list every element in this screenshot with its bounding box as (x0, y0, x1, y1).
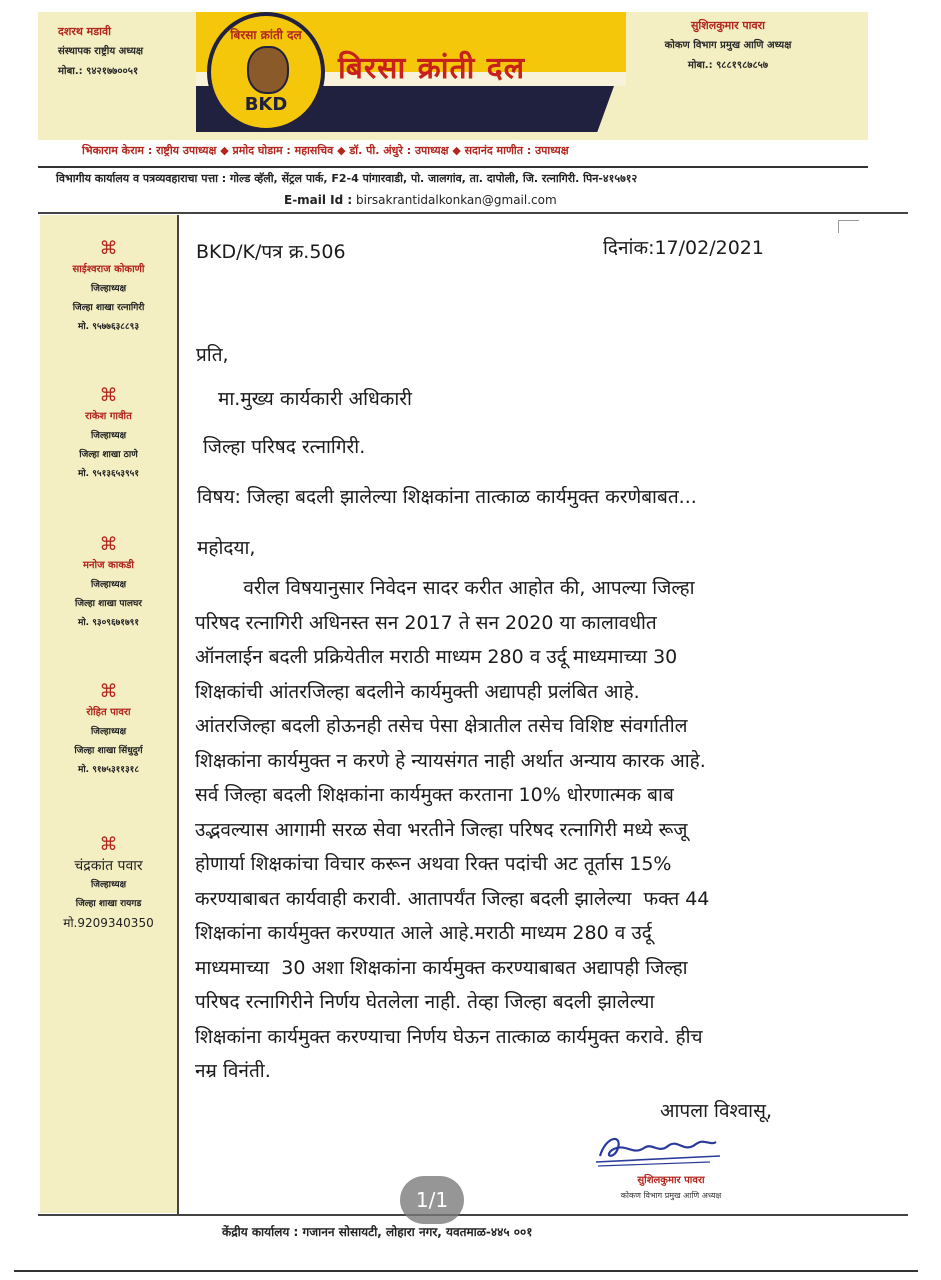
divider (38, 166, 868, 168)
member-phone: मो.9209340350 (63, 916, 154, 930)
ornament-icon: ⌘ (99, 834, 118, 855)
sidebar-member (40, 834, 177, 933)
sidebar-member (40, 238, 177, 337)
body-line: परिषद रत्नागिरी अधिनस्त सन 2017 ते सन 2020 या कालावधीत (195, 611, 657, 634)
body-line: शिक्षकांना कार्यमुक्त न करणे हे न्यायसंगत नाही अर्थात अन्याय कारक आहे. (195, 749, 706, 772)
body-line: करण्याबाबत कार्यवाही करावी. आतापर्यंत जिल्हा बदली झालेल्या फक्त 44 (195, 887, 710, 910)
left-person-phone: मोबा.: ९४२१७७००५१ (58, 66, 139, 77)
right-person-role: कोकण विभाग प्रमुख आणि अध्यक्ष (664, 40, 792, 51)
member-role: जिल्हाध्यक्ष (90, 727, 127, 737)
letter-reference: BKD/K/पत्र क्र.506 (196, 241, 346, 263)
sidebar-member (40, 385, 177, 484)
member-branch: जिल्हा शाखा ठाणे (79, 450, 138, 460)
divider (14, 1270, 918, 1272)
closing: आपला विश्वासू, (660, 1100, 772, 1122)
salutation: महोदया, (197, 537, 256, 559)
member-branch: जिल्हा शाखा रायगड (75, 899, 142, 909)
body-line: शिक्षकांची आंतरजिल्हा बदलीने कार्यमुक्ती अद्यापही प्रलंबित आहे. (195, 680, 640, 703)
left-person-name: दशरथ मडावी (58, 25, 111, 38)
body-line: परिषद रत्नागिरीने निर्णय घेतलेला नाही. तेव्हा जिल्हा बदली झालेल्या (195, 991, 655, 1013)
body-line: ऑनलाईन बदली प्रक्रियेतील मराठी माध्यम 280 व उर्दू माध्यमाच्या 30 (195, 646, 678, 668)
signer-name: सुशिलकुमार पावरा (637, 1175, 705, 1186)
divider (38, 1214, 908, 1216)
body-line: वरील विषयानुसार निवेदन सादर करीत आहोत की, आपल्या जिल्हा (195, 577, 695, 599)
portrait-icon (247, 46, 289, 94)
email-line (284, 193, 684, 207)
logo-ring-text: बिरसा क्रांती दल (230, 28, 302, 42)
body-line: शिक्षकांना कार्यमुक्त करण्यात आले आहे.मराठी माध्यम 280 व उर्दू (195, 922, 652, 944)
right-person-phone: मोबा.: ९८८१९८७८५७ (687, 60, 769, 71)
body-line: होणार्या शिक्षकांचा विचार करून अथवा रिक्त पदांची अट तूर्तास 15% (195, 853, 672, 875)
member-name: रोहित पावरा (86, 707, 131, 718)
left-person-role: संस्थापक राष्ट्रीय अध्यक्ष (58, 46, 144, 57)
letter-date: दिनांक:17/02/2021 (603, 237, 764, 259)
sidebar-divider (177, 215, 179, 1215)
member-branch: जिल्हा शाखा सिंधुदुर्ग (74, 746, 143, 756)
letter-subject: विषय: जिल्हा बदली झालेल्या शिक्षकांना तात्काळ कार्यमुक्त करणेबाबत... (197, 486, 697, 508)
member-branch: जिल्हा शाखा पालघर (75, 599, 142, 609)
ornament-icon: ⌘ (99, 681, 118, 702)
member-role: जिल्हाध्यक्ष (90, 431, 127, 441)
member-role: जिल्हाध्यक्ष (90, 880, 127, 890)
member-phone: मो. ९५७७६३८८९३ (77, 322, 140, 332)
body-line: उद्भवल्यास आगामी सरळ सेवा भरतीने जिल्हा परिषद रत्नागिरी मध्ये रूजू (195, 818, 688, 841)
member-branch: जिल्हा शाखा रत्नागिरी (72, 303, 145, 313)
letterhead-left-person (58, 22, 188, 82)
email-label: E-mail Id : (284, 193, 353, 207)
ornament-icon: ⌘ (99, 385, 118, 406)
letterhead-right-person (628, 16, 828, 76)
recipient: मा.मुख्य कार्यकारी अधिकारी (218, 388, 412, 410)
central-office-address: केंद्रीय कार्यालय : गजानन सोसायटी, लोहारा नगर, यवतमाळ-४४५ ००१ (222, 1225, 533, 1239)
divider (38, 212, 908, 214)
member-role: जिल्हाध्यक्ष (90, 284, 127, 294)
ornament-icon: ⌘ (99, 238, 118, 259)
recipient-organization: जिल्हा परिषद रत्नागिरी. (203, 436, 366, 458)
body-line: आंतरजिल्हा बदली होऊनही तसेच पेसा क्षेत्रातील तसेच विशिष्ट संवर्गातील (195, 715, 688, 737)
office-address: विभागीय कार्यालय व पत्रव्यवहाराचा पत्ता : गोल्ड व्हॅली, सेंट्रल पार्क, F2-4 पांगारवाडी, पो. जालगांव, ता. दापोली, जि. रत्नागिरी. पिन-४१५७१२ (56, 172, 638, 185)
member-phone: मो. ९१७५३११३१८ (77, 765, 140, 775)
member-name: राकेश गावीत (85, 411, 132, 422)
member-name: चंद्रकांत पवार (74, 858, 143, 874)
signer-role: कोकण विभाग प्रमुख आणि अध्यक्ष (620, 1191, 722, 1200)
officers-line: भिकाराम केराम : राष्ट्रीय उपाध्यक्ष ◆ प्रमोद घोडाम : महासचिव ◆ डॉ. पी. अंधुरे : उपाध्यक्ष ◆ सदानंद माणीत : उपाध्यक्ष (82, 144, 569, 157)
signature-icon (592, 1126, 732, 1170)
bkd-logo (207, 12, 325, 132)
body-line: नम्र विनंती. (195, 1060, 271, 1082)
body-line: माध्यमाच्या 30 अशा शिक्षकांना कार्यमुक्त करण्याबाबत अद्यापही जिल्हा (195, 956, 688, 979)
page-indicator[interactable]: 1/1 (400, 1176, 464, 1224)
sidebar-member (40, 534, 177, 633)
member-role: जिल्हाध्यक्ष (90, 580, 127, 590)
ornament-icon: ⌘ (99, 534, 118, 555)
organization-name: बिरसा क्रांती दल (338, 51, 526, 86)
member-phone: मो. ९३०९६७१७९१ (77, 618, 140, 628)
body-line: सर्व जिल्हा बदली शिक्षकांना कार्यमुक्त करताना 10% धोरणात्मक बाब (195, 784, 674, 806)
sidebar-member (40, 681, 177, 780)
logo-abbreviation: BKD (244, 94, 288, 115)
page-corner-mark (838, 220, 859, 233)
email-address: birsakrantidalkonkan@gmail.com (356, 193, 557, 207)
member-phone: मो. ९५१३६५३९५१ (77, 469, 140, 479)
letter-body (195, 571, 835, 1089)
to-label: प्रति, (196, 344, 229, 366)
right-person-name: सुशिलकुमार पावरा (691, 19, 765, 32)
member-name: साईश्वराज कोकाणी (72, 264, 145, 275)
body-line: शिक्षकांना कार्यमुक्त करण्याचा निर्णय घेऊन तात्काळ कार्यमुक्त करावे. हीच (195, 1025, 703, 1048)
member-name: मनोज काकडी (83, 560, 134, 571)
